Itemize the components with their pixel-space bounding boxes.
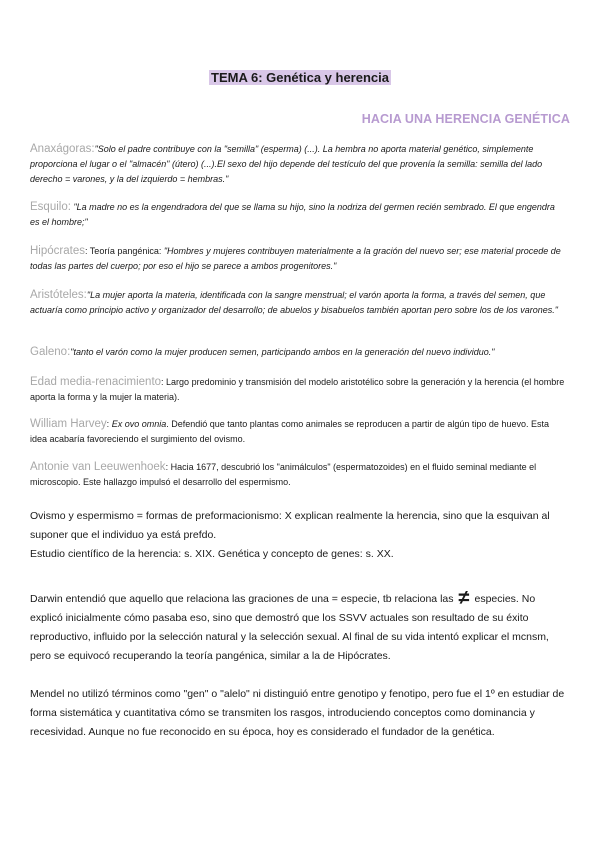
paragraph-mendel: Mendel no utilizó términos como "gen" o "alelo" ni distinguió entre genotipo y fenotipo, pero fue el 1º en estudiar de forma sistemática y cuantitativa cómo se transmiten los rasgos, introduciendo conceptos como dominancia y recesividad. Aunque no fue reconocido en su época, hoy es considerado el fundador de la genética. [30,688,565,738]
entry-quote: "Hombres y mujeres contribuyen materialmente a la gración del nuevo ser; ese material procede de todas las partes del cuerpo; por eso el hijo se parece a ambos progenitores." [30,246,561,271]
entry-name: Anaxágoras: [30,143,95,155]
entry-text: . Defendió que tanto plantas como animales se reproducen a partir de algún tipo de huevo. Esta idea acabaría favoreciendo el surgimiento del ovismo. [30,419,549,444]
entry-hipocrates [30,244,565,274]
entry-galeno [30,345,565,360]
entry-text: : Hacia 1677, descubrió los "animálculos" (espermatozoides) en el fluido seminal mediante el microscopio. Este hallazgo impulsó el desarrollo del espermismo. [30,462,537,487]
paragraph-darwin [30,589,570,666]
entry-quote: "tanto el varón como la mujer producen semen, participando ambos en la generación del nuevo individuo." [70,347,495,357]
entry-quote: Ex ovo omnia [111,419,167,429]
not-equal-symbol: ≠ [458,587,470,609]
section-heading: HACIA UNA HERENCIA GENÉTICA [361,112,570,126]
entry-edad-media [30,375,565,405]
entry-quote: "La madre no es la engendradora del que se llama su hijo, sino la nodriza del germen recién sembrado. El que engendra es el hombre;" [30,202,555,227]
entry-name: Edad media-renacimiento [30,376,162,388]
page-title-text: TEMA 6: Genética y herencia [211,70,389,85]
entry-aristoteles [30,288,565,318]
entry-esquilo [30,200,565,230]
entry-quote: "La mujer aporta la materia, identificada con la sangre menstrual; el varón aporta la forma, a través del semen, que actuaría como principio activo y organizador del desarrollo; de abuelos y bisabuelos también aportan pero sobre los de los varones." [30,290,558,315]
entry-leeuwenhoek [30,460,565,490]
entry-quote: "Solo el padre contribuye con la "semilla" (esperma) (...). La hembra no aporta material genético, simplemente proporciona el lugar o el "almacén" (útero) (...).El sexo del hijo depende del testículo del que provenía la semilla: semilla del lado derecho = varones, y la del izquierdo = hembras." [30,144,543,184]
page-title [0,70,600,85]
paragraph-ovismo: Ovismo y espermismo = formas de preformacionismo: X explican realmente la herencia, sino que la esquivan al suponer que el individuo ya está prefdo. [30,510,550,541]
entry-name: Esquilo: [30,201,71,213]
entry-harvey [30,417,565,447]
entry-prefix: : [106,419,112,429]
darwin-text-end: especies. No explicó inicialmente cómo pasaba eso, sino que demostró que los SSVV actuales son resultado de su éxito reproductivo, influido por la selección natural y la selección sexual. Al final de su vida intentó explicar el mcnsm, pero se equivocó recuperando la teoría pangénica, similar a la de Hipócrates. [30,593,549,662]
paragraph-estudio: Estudio científico de la herencia: s. XIX. Genética y concepto de genes: s. XX. [30,548,394,560]
darwin-text-start: Darwin entendió que aquello que relaciona las graciones de una = especie, tb relaciona las [30,593,454,605]
entry-name: Aristóteles: [30,289,87,301]
entry-text: : Largo predominio y transmisión del modelo aristotélico sobre la generación y la herencia (el hombre aporta la forma y la mujer la materia). [30,377,565,402]
entry-prefix: : Teoría pangénica: [84,246,164,256]
entry-name: Galeno: [30,346,71,358]
entry-name: Antonie van Leeuwenhoek [30,461,166,473]
entry-name: Hipócrates [30,245,85,257]
entry-name: William Harvey [30,418,107,430]
entry-anaxagoras [30,142,565,187]
